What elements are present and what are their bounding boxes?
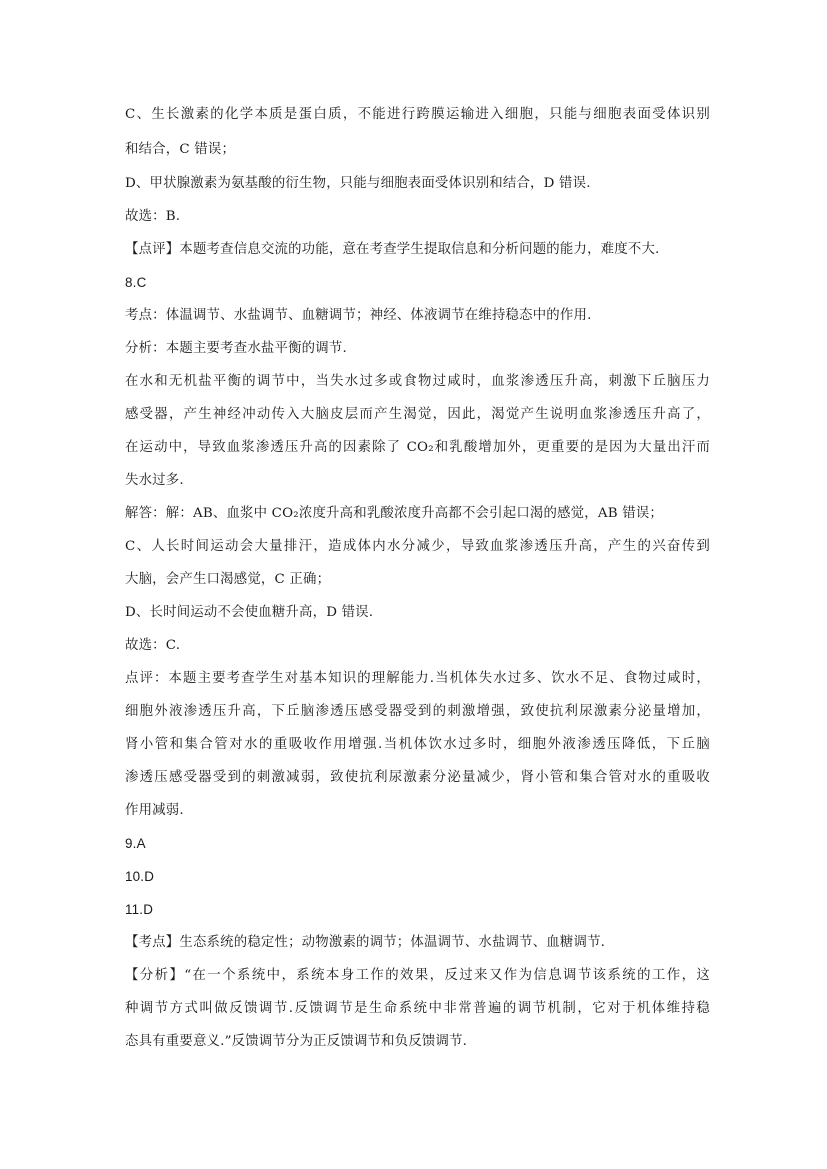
- text-line: C、生长激素的化学本质是蛋白质，不能进行跨膜运输进入细胞，只能与细胞表面受体识别: [125, 107, 710, 122]
- text-line: 考点：体温调节、水盐调节、血糖调节；神经、体液调节在维持稳态中的作用.: [125, 308, 592, 323]
- answer-number: 10.D: [125, 869, 155, 884]
- text-line: 种调节方式叫做反馈调节.反馈调节是生命系统中非常普遍的调节机制，它对于机体维持稳: [125, 1001, 710, 1016]
- text-line: 作用减弱.: [125, 803, 184, 818]
- text-line: 和结合，C 错误；: [125, 142, 236, 157]
- answer-number: 9.A: [125, 836, 146, 851]
- answer-number: 11.D: [125, 902, 154, 917]
- answer-number: 8.C: [125, 275, 147, 290]
- text-line: 分析：本题主要考查水盐平衡的调节.: [125, 341, 347, 356]
- text-line: 在水和无机盐平衡的调节中，当失水过多或食物过咸时，血浆渗透压升高，刺激下丘脑压力: [125, 374, 710, 389]
- text-line: 【考点】生态系统的稳定性；动物激素的调节；体温调节、水盐调节、血糖调节.: [125, 935, 606, 950]
- text-line: 解答：解：AB、血浆中 CO₂浓度升高和乳酸浓度升高都不会引起口渴的感觉，AB 错误；: [125, 506, 664, 521]
- text-line: C、人长时间运动会大量排汗，造成体内水分减少，导致血浆渗透压升高，产生的兴奋传到: [125, 539, 710, 554]
- text-line: D、长时间运动不会使血糖升高，D 错误.: [125, 605, 374, 620]
- text-line: 感受器，产生神经冲动传入大脑皮层而产生渴觉，因此，渴觉产生说明血浆渗透压升高了，: [125, 407, 710, 422]
- text-line: 态具有重要意义.”反馈调节分为正反馈调节和负反馈调节.: [125, 1034, 468, 1049]
- text-line: 在运动中，导致血浆渗透压升高的因素除了 CO₂和乳酸增加外，更重要的是因为大量出汗而: [125, 440, 710, 455]
- text-line: 渗透压感受器受到的刺激减弱，致使抗利尿激素分泌量减少，肾小管和集合管对水的重吸收: [125, 770, 710, 785]
- text-line: 细胞外液渗透压升高，下丘脑渗透压感受器受到的刺激增强，致使抗利尿激素分泌量增加，: [125, 704, 710, 719]
- text-line: 故选：B.: [125, 209, 181, 224]
- text-line: 故选：C.: [125, 638, 181, 653]
- text-line: D、甲状腺激素为氨基酸的衍生物，只能与细胞表面受体识别和结合，D 错误.: [125, 176, 591, 191]
- text-line: 肾小管和集合管对水的重吸收作用增强.当机体饮水过多时，细胞外液渗透压降低，下丘脑: [125, 737, 710, 752]
- text-line: 【点评】本题考查信息交流的功能，意在考查学生提取信息和分析问题的能力，难度不大.: [125, 242, 660, 257]
- text-line: 大脑，会产生口渴感觉，C 正确；: [125, 572, 331, 587]
- text-line: 失水过多.: [125, 473, 184, 488]
- text-line: 【分析】“在一个系统中，系统本身工作的效果，反过来又作为信息调节该系统的工作，这: [125, 968, 710, 983]
- text-line: 点评：本题主要考查学生对基本知识的理解能力.当机体失水过多、饮水不足、食物过咸时，: [125, 671, 710, 686]
